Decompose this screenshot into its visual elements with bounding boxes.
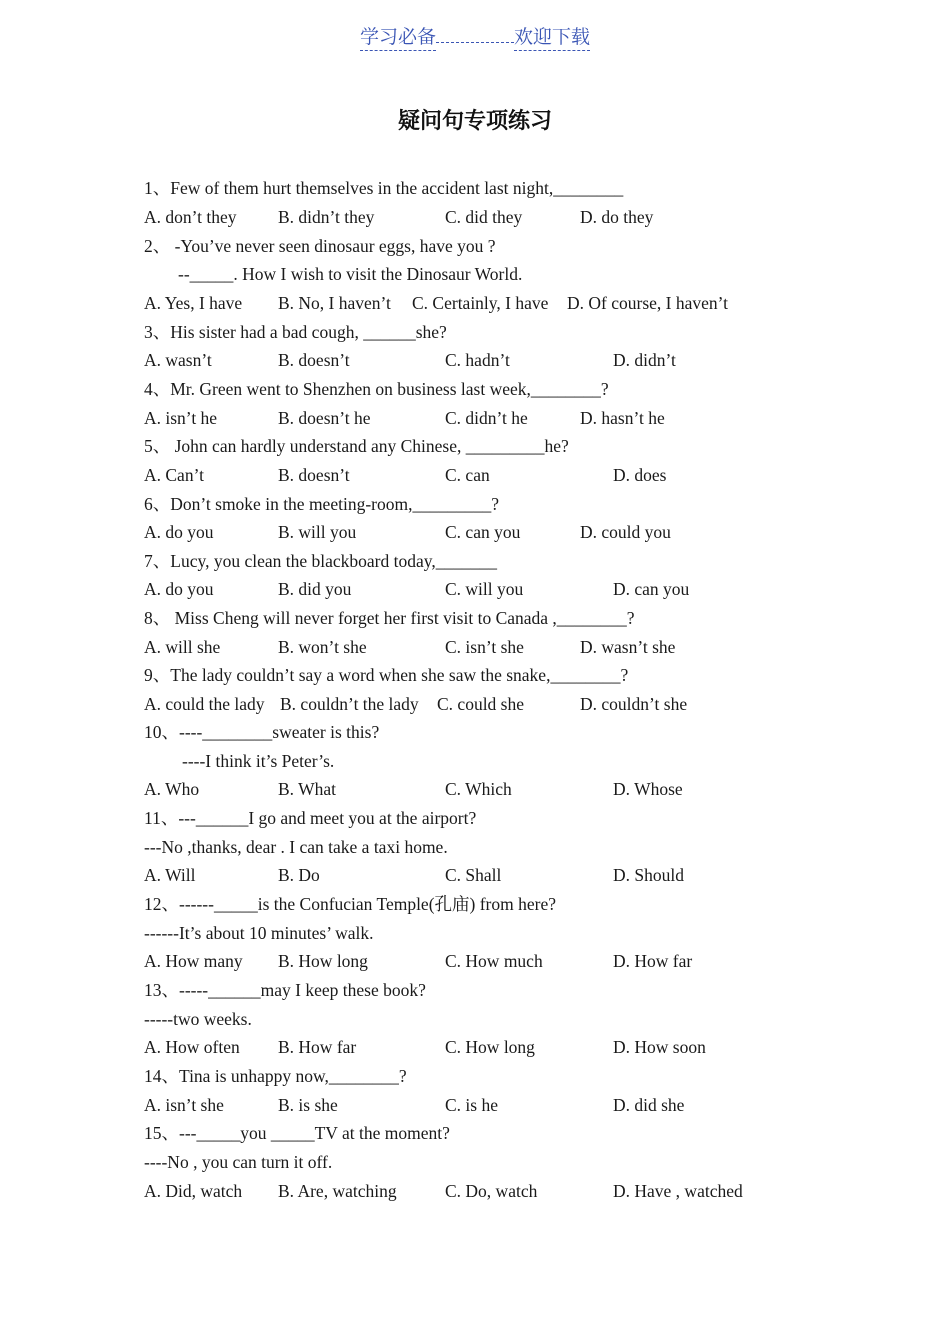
q15-option-b: B. Are, watching <box>278 1181 397 1201</box>
q9-option-c: C. could she <box>437 694 525 714</box>
question-15-reply: ----No , you can turn it off. <box>144 1152 333 1172</box>
question-7-stem: 7、Lucy, you clean the blackboard today,_______ <box>144 551 497 571</box>
q13-option-b: B. How far <box>278 1037 357 1057</box>
question-13-reply: -----two weeks. <box>144 1009 252 1029</box>
q2-option-a: A. Yes, I have <box>144 293 243 313</box>
header-right-text: 欢迎下载 <box>514 22 590 51</box>
question-11-stem: 11、---______I go and meet you at the airport? <box>144 808 477 828</box>
q4-option-c: C. didn’t he <box>445 408 528 428</box>
q11-option-d: D. Should <box>613 865 684 885</box>
q12-option-d: D. How far <box>613 951 693 971</box>
q12-option-c: C. How much <box>445 951 543 971</box>
q10-option-d: D. Whose <box>613 779 683 799</box>
q12-option-b: B. How long <box>278 951 368 971</box>
q4-option-b: B. doesn’t he <box>278 408 371 428</box>
header-dashed-gap <box>436 28 514 43</box>
question-15-stem: 15、---_____you _____TV at the moment? <box>144 1123 450 1143</box>
q2-option-b: B. No, I haven’t <box>278 293 391 313</box>
q12-option-a: A. How many <box>144 951 243 971</box>
q2-option-d: D. Of course, I haven’t <box>567 293 729 313</box>
q7-option-a: A. do you <box>144 579 214 599</box>
q14-option-d: D. did she <box>613 1095 685 1115</box>
q1-option-a: A. don’t they <box>144 207 237 227</box>
q15-option-a: A. Did, watch <box>144 1181 243 1201</box>
header-left-text: 学习必备 <box>360 22 436 51</box>
question-4-stem: 4、Mr. Green went to Shenzhen on business last week,________? <box>144 379 609 399</box>
q8-option-c: C. isn’t she <box>445 637 524 657</box>
question-10-stem: 10、----________sweater is this? <box>144 722 380 742</box>
page-header <box>0 22 950 51</box>
q8-option-b: B. won’t she <box>278 637 367 657</box>
q15-option-d: D. Have , watched <box>613 1181 743 1201</box>
q11-option-c: C. Shall <box>445 865 502 885</box>
q6-option-c: C. can you <box>445 522 521 542</box>
q13-option-a: A. How often <box>144 1037 240 1057</box>
q11-option-b: B. Do <box>278 865 320 885</box>
q7-option-d: D. can you <box>613 579 690 599</box>
question-5-stem: 5、 John can hardly understand any Chinese, _________he? <box>144 436 569 456</box>
q1-option-d: D. do they <box>580 207 654 227</box>
q9-option-b: B. couldn’t the lady <box>280 694 419 714</box>
question-2-reply: --_____. How I wish to visit the Dinosaur World. <box>178 264 523 284</box>
q6-option-a: A. do you <box>144 522 214 542</box>
q8-option-d: D. wasn’t she <box>580 637 676 657</box>
q14-option-b: B. is she <box>278 1095 338 1115</box>
q6-option-b: B. will you <box>278 522 357 542</box>
q2-option-c: C. Certainly, I have <box>412 293 549 313</box>
q4-option-a: A. isn’t he <box>144 408 218 428</box>
q15-option-c: C. Do, watch <box>445 1181 538 1201</box>
q14-option-a: A. isn’t she <box>144 1095 224 1115</box>
q5-option-c: C. can <box>445 465 490 485</box>
q9-option-a: A. could the lady <box>144 694 265 714</box>
q1-option-b: B. didn’t they <box>278 207 375 227</box>
q5-option-a: A. Can’t <box>144 465 204 485</box>
q10-option-c: C. Which <box>445 779 512 799</box>
question-6-stem: 6、Don’t smoke in the meeting-room,_________? <box>144 494 499 514</box>
q13-option-d: D. How soon <box>613 1037 706 1057</box>
question-13-stem: 13、-----______may I keep these book? <box>144 980 426 1000</box>
q10-option-a: A. Who <box>144 779 200 799</box>
q5-option-b: B. doesn’t <box>278 465 350 485</box>
q6-option-d: D. could you <box>580 522 671 542</box>
q3-option-b: B. doesn’t <box>278 350 350 370</box>
question-14-stem: 14、Tina is unhappy now,________? <box>144 1066 407 1086</box>
question-12-reply: ------It’s about 10 minutes’ walk. <box>144 923 374 943</box>
question-10-reply: ----I think it’s Peter’s. <box>182 751 335 771</box>
q14-option-c: C. is he <box>445 1095 498 1115</box>
question-12-stem: 12、------_____is the Confucian Temple(孔庙) from here? <box>144 894 557 914</box>
question-1-stem: 1、Few of them hurt themselves in the accident last night,________ <box>144 178 624 198</box>
q13-option-c: C. How long <box>445 1037 535 1057</box>
q9-option-d: D. couldn’t she <box>580 694 688 714</box>
question-9-stem: 9、The lady couldn’t say a word when she saw the snake,________? <box>144 665 629 685</box>
q7-option-b: B. did you <box>278 579 352 599</box>
question-3-stem: 3、His sister had a bad cough, ______she? <box>144 322 447 342</box>
question-8-stem: 8、 Miss Cheng will never forget her first visit to Canada ,________? <box>144 608 635 628</box>
q8-option-a: A. will she <box>144 637 221 657</box>
page-title: 疑问句专项练习 <box>397 109 552 134</box>
q7-option-c: C. will you <box>445 579 524 599</box>
question-11-reply: ---No ,thanks, dear . I can take a taxi home. <box>144 837 448 857</box>
q3-option-c: C. hadn’t <box>445 350 510 370</box>
q3-option-d: D. didn’t <box>613 350 676 370</box>
question-2-stem: 2、 -You’ve never seen dinosaur eggs, have you ? <box>144 236 496 256</box>
q5-option-d: D. does <box>613 465 667 485</box>
q1-option-c: C. did they <box>445 207 523 227</box>
q10-option-b: B. What <box>278 779 337 799</box>
q3-option-a: A. wasn’t <box>144 350 212 370</box>
q4-option-d: D. hasn’t he <box>580 408 665 428</box>
q11-option-a: A. Will <box>144 865 196 885</box>
